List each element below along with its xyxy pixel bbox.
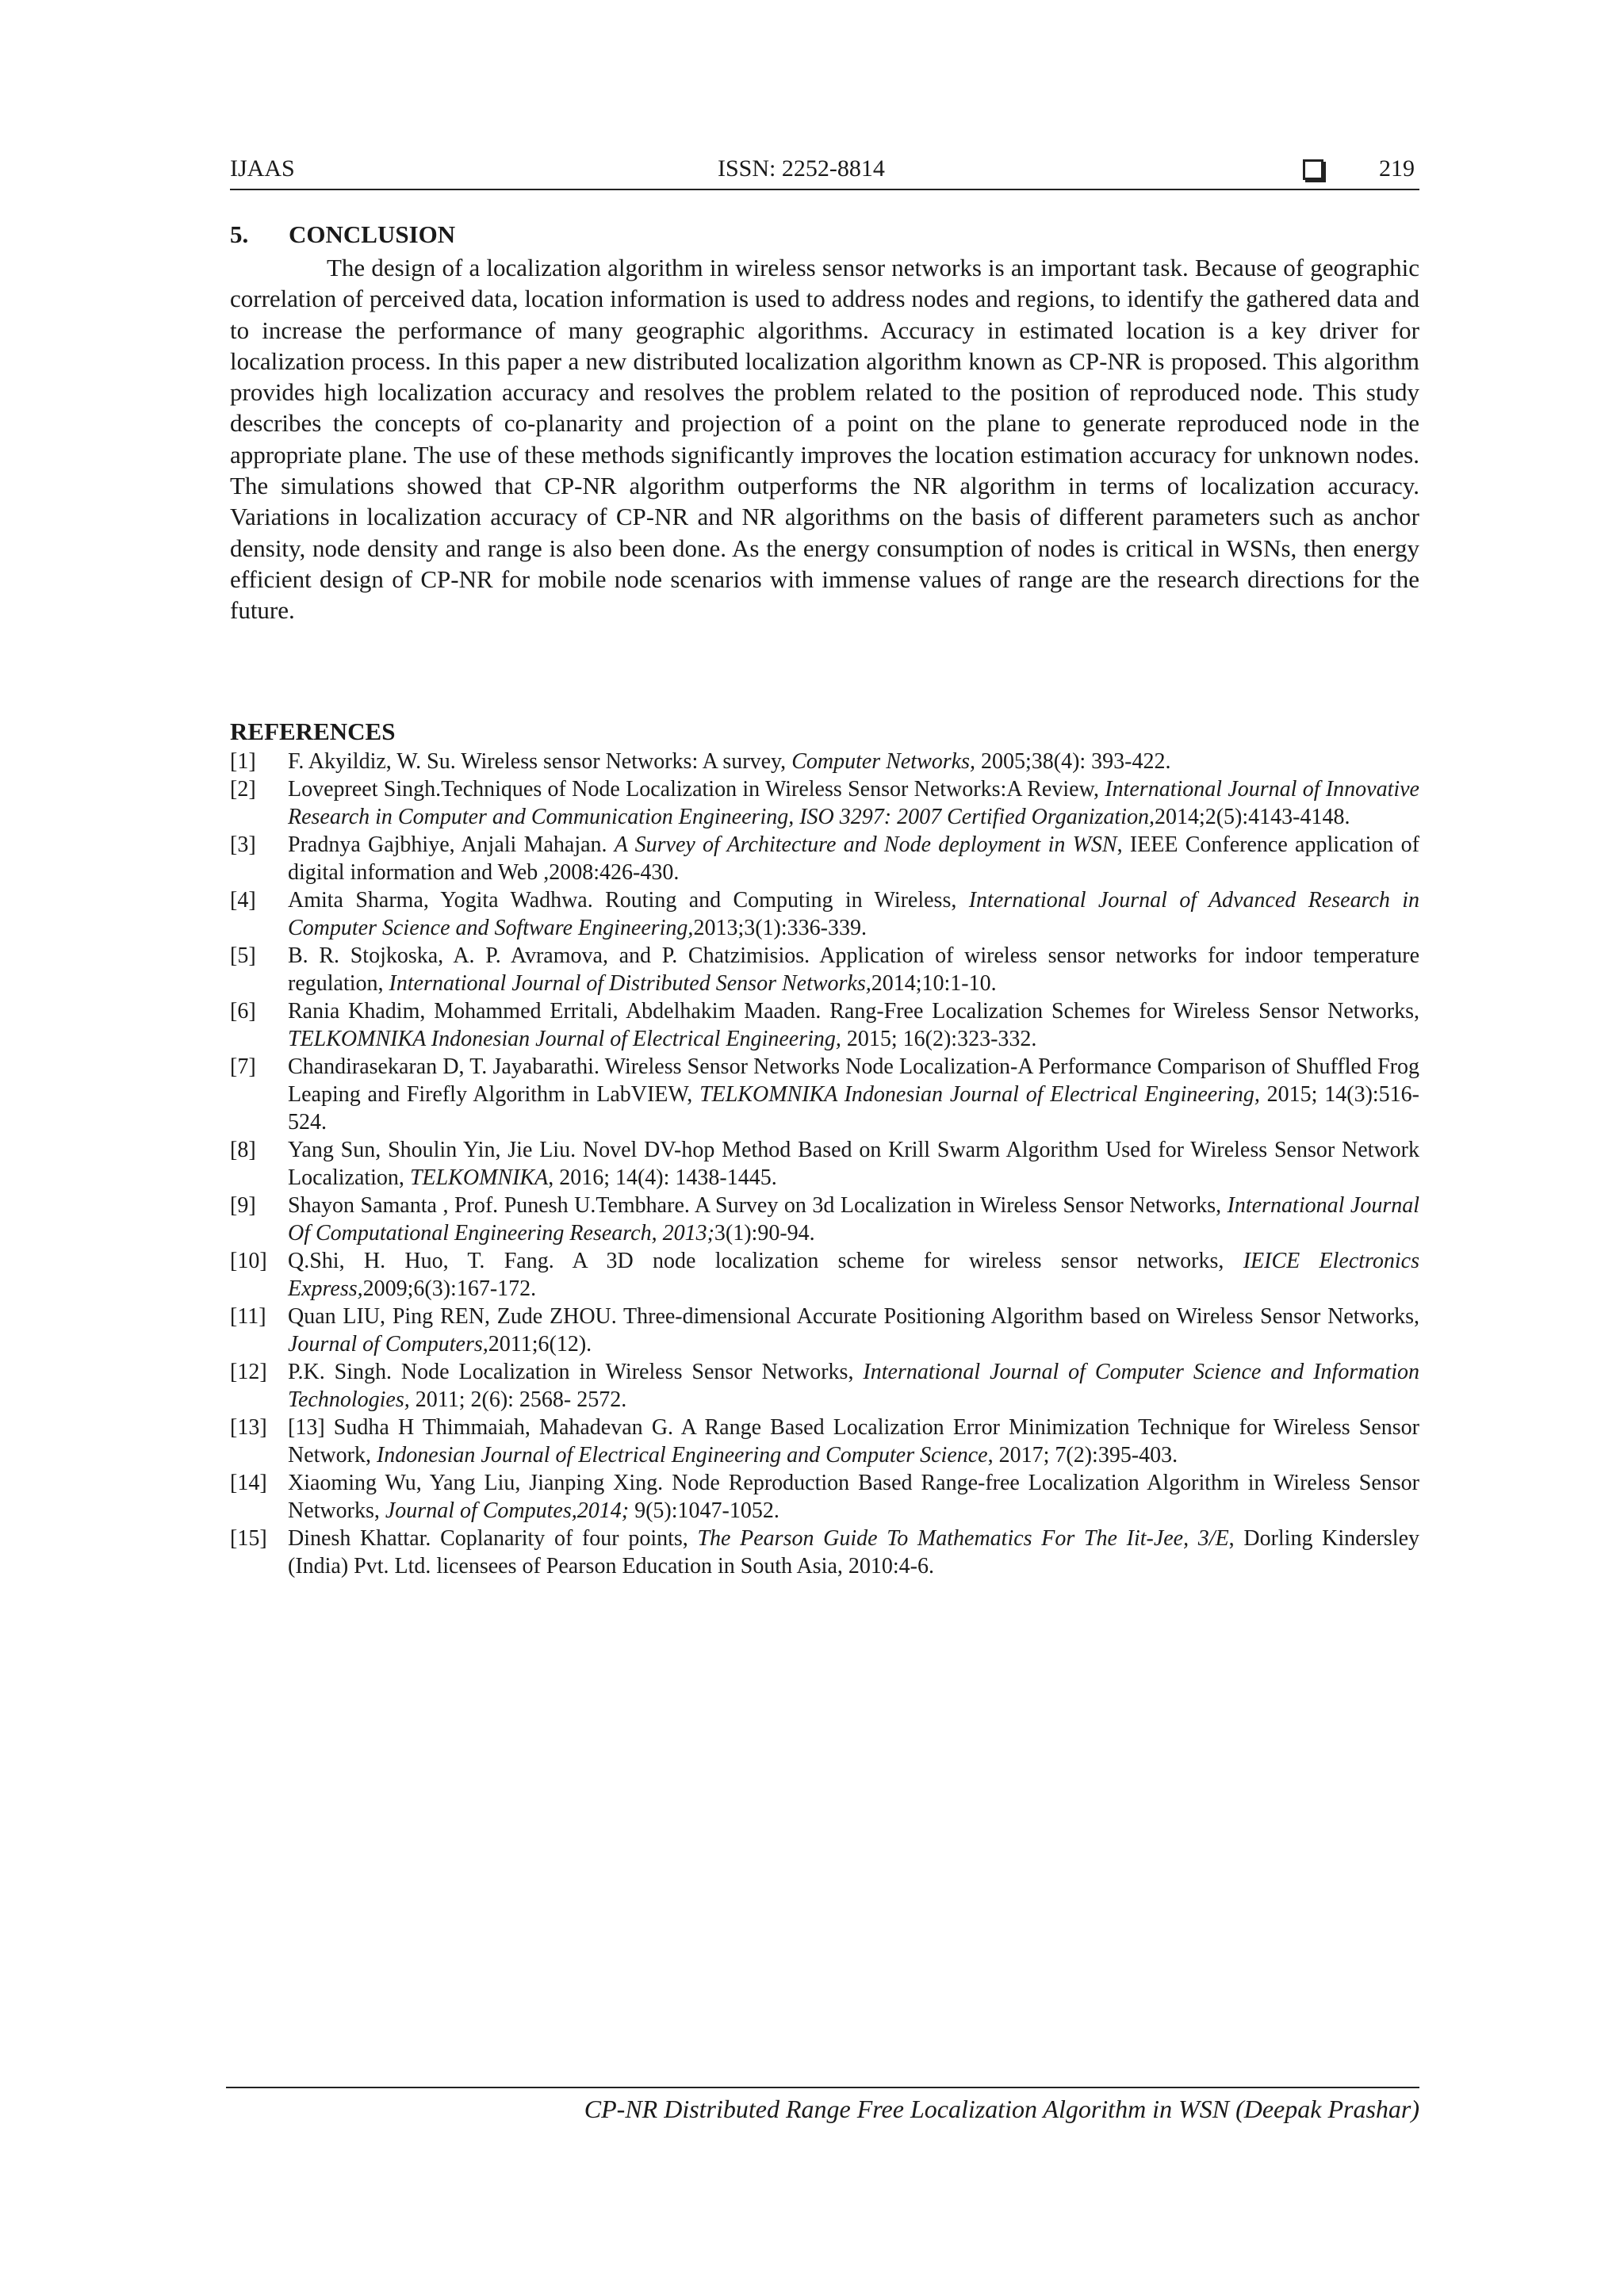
reference-authors-title: Yang Sun, Shoulin Yin, Jie Liu. Novel DV-hop Method Based on Krill Swarm Algorithm Used for Wireless Sensor Network Localization, — [288, 1138, 1419, 1190]
reference-item — [230, 886, 1419, 942]
square-bullet-icon — [1303, 159, 1323, 180]
reference-details: , IEEE Conference application of digital information and Web ,2008:426-430. — [288, 832, 1419, 885]
reference-authors-title: Lovepreet Singh.Techniques of Node Localization in Wireless Sensor Networks:A Review, — [288, 777, 1105, 802]
reference-authors-title: Xiaoming Wu, Yang Liu, Jianping Xing. Node Reproduction Based Range-free Localization Algorithm in Wireless Sensor Networks, — [288, 1471, 1419, 1523]
reference-authors-title: Dinesh Khattar. Coplanarity of four points, — [288, 1526, 698, 1551]
reference-text — [288, 1414, 1419, 1469]
reference-number: [6] — [230, 999, 256, 1024]
reference-source: A Survey of Architecture and Node deployment in WSN — [614, 832, 1117, 857]
reference-details: 2013;3(1):336-339. — [693, 916, 867, 940]
conclusion-paragraph: The design of a localization algorithm in wireless sensor networks is an important task. Because of geographic correlation of perceived data, location information is used to address nodes and regions, to identify the gathered data and to increase the performance of many geographic algorithms. Accuracy in estimated location is a key driver for localization process. In this paper a new distributed localization algorithm known as CP-NR is proposed. This algorithm provides high localization accuracy and resolves the problem related to the position of reproduced node. This study describes the concepts of co-planarity and projection of a point on the plane to generate reproduced node in the appropriate plane. The use of these methods significantly improves the location estimation accuracy for unknown nodes. The simulations showed that CP-NR algorithm outperforms the NR algorithm in terms of localization accuracy. Variations in localization accuracy of CP-NR and NR algorithms on the basis of different parameters such as anchor density, node density and range is also been done. As the energy consumption of nodes is critical in WSNs, then energy efficient design of CP-NR for mobile node scenarios with immense values of range are the research directions for the future. — [230, 254, 1419, 625]
reference-item — [230, 997, 1419, 1053]
reference-list — [230, 748, 1419, 1580]
reference-text — [288, 1469, 1419, 1525]
reference-details: 2014;2(5):4143-4148. — [1154, 805, 1350, 829]
reference-number: [4] — [230, 888, 256, 913]
reference-number: [5] — [230, 943, 256, 968]
reference-details: 2011; 2(6): 2568- 2572. — [409, 1387, 627, 1412]
reference-item — [230, 831, 1419, 886]
reference-text — [288, 1192, 1419, 1247]
reference-authors-title: B. R. Stojkoska, A. P. Avramova, and P. Chatzimisios. Application of wireless sensor networks for indoor temperature regulation, — [288, 943, 1419, 996]
reference-text — [288, 831, 1419, 886]
reference-number: [8] — [230, 1138, 256, 1162]
reference-number: [12] — [230, 1360, 267, 1384]
reference-source: Computer Networks, — [791, 749, 975, 774]
reference-details: , 2016; 14(4): 1438-1445. — [548, 1165, 777, 1190]
reference-details: 2015; 14(3):516-524. — [288, 1082, 1420, 1135]
issn: ISSN: 2252-8814 — [718, 155, 885, 182]
reference-authors-title: P.K. Singh. Node Localization in Wireless Sensor Networks, — [288, 1360, 864, 1384]
reference-item — [230, 1358, 1419, 1414]
reference-authors-title: Rania Khadim, Mohammed Erritali, Abdelhakim Maaden. Rang-Free Localization Schemes for Wireless Sensor Networks, — [288, 999, 1419, 1024]
reference-authors-title: Amita Sharma, Yogita Wadhwa. Routing and Computing in Wireless, — [288, 888, 969, 913]
reference-item — [230, 1303, 1419, 1358]
running-title: CP-NR Distributed Range Free Localization Algorithm in WSN (Deepak Prashar) — [584, 2095, 1419, 2123]
reference-authors-title: Pradnya Gajbhiye, Anjali Mahajan. — [288, 832, 615, 857]
reference-authors-title: Q.Shi, H. Huo, T. Fang. A 3D node localization scheme for wireless sensor networks, — [288, 1249, 1243, 1273]
reference-number: [13] — [230, 1415, 267, 1440]
references-heading: REFERENCES — [230, 718, 396, 745]
reference-text — [288, 1303, 1419, 1358]
reference-authors-title: F. Akyildiz, W. Su. Wireless sensor Networks: A survey, — [288, 749, 792, 774]
reference-source: International Journal of Computer Science and Information Technologies, — [288, 1360, 1420, 1412]
reference-item — [230, 1136, 1419, 1192]
reference-source: The Pearson Guide To Mathematics For The Iit-Jee, 3/E — [697, 1526, 1229, 1551]
reference-number: [14] — [230, 1471, 267, 1495]
reference-details: , Dorling Kindersley (India) Pvt. Ltd. licensees of Pearson Education in South Asia, 2010:4-6. — [288, 1526, 1419, 1578]
reference-authors-title: Chandirasekaran D, T. Jayabarathi. Wireless Sensor Networks Node Localization-A Performance Comparison of Shuffled Frog Leaping and Firefly Algorithm in LabVIEW, — [288, 1054, 1419, 1107]
reference-text — [288, 997, 1419, 1053]
reference-item — [230, 1247, 1419, 1303]
reference-text — [288, 775, 1419, 831]
reference-text — [288, 748, 1419, 775]
reference-source: IEICE Electronics Express, — [288, 1249, 1419, 1301]
reference-details: 2014;10:1-10. — [871, 971, 997, 996]
reference-source: Journal of Computers, — [288, 1332, 488, 1357]
reference-number: [9] — [230, 1193, 256, 1218]
reference-source: Indonesian Journal of Electrical Engineering and Computer Science — [376, 1443, 988, 1468]
reference-source: International Journal of Innovative Research in Computer and Communication Engineering, ISO 3297: 2007 Certified Organization, — [288, 777, 1419, 829]
section-number: 5. — [230, 220, 249, 248]
conclusion-heading — [230, 220, 455, 249]
reference-details: , 2017; 7(2):395-403. — [987, 1443, 1178, 1468]
reference-item — [230, 942, 1419, 997]
reference-details: 2015; 16(2):323-332. — [841, 1027, 1037, 1051]
reference-details: 2005;38(4): 393-422. — [975, 749, 1171, 774]
reference-source: TELKOMNIKA Indonesian Journal of Electrical Engineering, — [699, 1082, 1260, 1107]
reference-number: [10] — [230, 1249, 267, 1273]
reference-details: 3(1):90-94. — [714, 1221, 815, 1246]
reference-source: TELKOMNIKA — [409, 1165, 549, 1190]
reference-details: 2009;6(3):167-172. — [362, 1276, 537, 1301]
section-title: CONCLUSION — [289, 220, 456, 248]
reference-number: [7] — [230, 1054, 256, 1079]
reference-authors-title: Quan LIU, Ping REN, Zude ZHOU. Three-dimensional Accurate Positioning Algorithm based on Wireless Sensor Networks, — [288, 1304, 1419, 1329]
page-footer — [226, 2087, 1419, 2124]
reference-source: TELKOMNIKA Indonesian Journal of Electrical Engineering, — [288, 1027, 841, 1051]
reference-text — [288, 1053, 1419, 1136]
page-number: 219 — [1379, 155, 1415, 182]
reference-number: [15] — [230, 1526, 267, 1551]
reference-authors-title: Shayon Samanta , Prof. Punesh U.Tembhare. A Survey on 3d Localization in Wireless Sensor Networks, — [288, 1193, 1228, 1218]
reference-item — [230, 1469, 1419, 1525]
reference-text — [288, 1525, 1419, 1580]
reference-item — [230, 1525, 1419, 1580]
reference-source: International Journal of Distributed Sensor Networks, — [389, 971, 871, 996]
reference-source: Journal of Computes,2014; — [385, 1498, 630, 1523]
reference-source: International Journal Of Computational Engineering Research, 2013; — [288, 1193, 1419, 1246]
reference-details: 9(5):1047-1052. — [629, 1498, 779, 1523]
reference-item — [230, 1053, 1419, 1136]
reference-item — [230, 1192, 1419, 1247]
reference-text — [288, 886, 1419, 942]
reference-number: [2] — [230, 777, 256, 802]
reference-authors-title: [13] Sudha H Thimmaiah, Mahadevan G. A Range Based Localization Error Minimization Technique for Wireless Sensor Network, — [288, 1415, 1419, 1468]
reference-details: 2011;6(12). — [488, 1332, 592, 1357]
journal-name: IJAAS — [230, 155, 295, 182]
reference-number: [1] — [230, 749, 256, 774]
page-header — [230, 155, 1419, 190]
reference-text — [288, 1358, 1419, 1414]
reference-number: [3] — [230, 832, 256, 857]
reference-item — [230, 748, 1419, 775]
reference-item — [230, 775, 1419, 831]
reference-number: [11] — [230, 1304, 266, 1329]
reference-text — [288, 1136, 1419, 1192]
reference-text — [288, 942, 1419, 997]
reference-source: International Journal of Advanced Research in Computer Science and Software Engineering, — [288, 888, 1419, 940]
reference-text — [288, 1247, 1419, 1303]
reference-item — [230, 1414, 1419, 1469]
